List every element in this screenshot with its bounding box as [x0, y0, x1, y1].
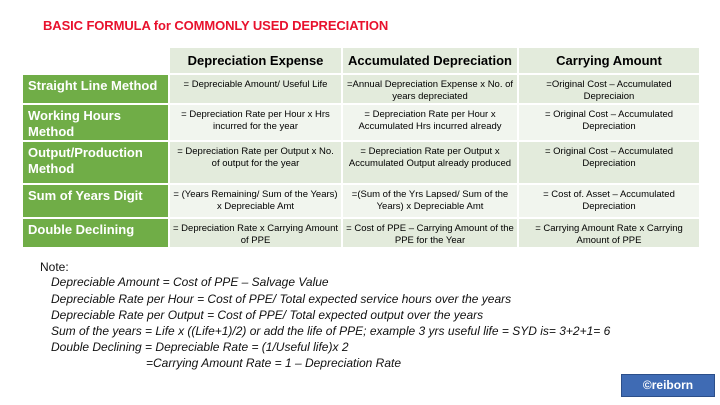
- note-line: Double Declining = Depreciable Rate = (1/Useful life)x 2: [51, 340, 349, 354]
- note-line: Depreciable Rate per Output = Cost of PPE/ Total expected output over the years: [51, 308, 484, 322]
- cell-accumulated: =Annual Depreciation Expense x No. of years depreciated: [342, 74, 518, 104]
- row-header-sum-of-years: Sum of Years Digit: [22, 184, 169, 218]
- cell-accumulated: = Depreciation Rate per Output x Accumulated Output already produced: [342, 141, 518, 184]
- row-header-output-production: Output/Production Method: [22, 141, 169, 184]
- cell-accumulated: =(Sum of the Yrs Lapsed/ Sum of the Years) x Depreciable Amt: [342, 184, 518, 218]
- depreciation-table: [21, 46, 701, 249]
- cell-carrying: = Cost of. Asset – Accumulated Depreciation: [518, 184, 700, 218]
- table-row-working-hours: [22, 104, 700, 141]
- note-line: Sum of the years = Life x ((Life+1)/2) or add the life of PPE; example 3 yrs useful life = SYD is= 3+2+1= 6: [51, 324, 611, 338]
- note-line: =Carrying Amount Rate = 1 – Depreciation Rate: [146, 356, 402, 370]
- table-row-double-declining: [22, 218, 700, 248]
- table-header-row: [22, 47, 700, 74]
- cell-carrying: = Original Cost – Accumulated Depreciation: [518, 141, 700, 184]
- column-header-accumulated-depreciation: Accumulated Depreciation: [342, 47, 518, 74]
- note-line: Depreciable Rate per Hour = Cost of PPE/ Total expected service hours over the years: [51, 292, 512, 306]
- cell-carrying: = Original Cost – Accumulated Depreciation: [518, 104, 700, 141]
- row-header-working-hours: Working Hours Method: [22, 104, 169, 141]
- cell-carrying: = Carrying Amount Rate x Carrying Amount of PPE: [518, 218, 700, 248]
- table-row-straight-line: [22, 74, 700, 104]
- column-header-depreciation-expense: Depreciation Expense: [169, 47, 342, 74]
- cell-expense: = Depreciation Rate per Hour x Hrs incurred for the year: [169, 104, 342, 141]
- cell-accumulated: = Cost of PPE – Carrying Amount of the PPE for the Year: [342, 218, 518, 248]
- cell-expense: = (Years Remaining/ Sum of the Years) x Depreciable Amt: [169, 184, 342, 218]
- table-corner-cell: [22, 47, 169, 74]
- note-label: Note:: [40, 260, 69, 274]
- row-header-straight-line: Straight Line Method: [22, 74, 169, 104]
- row-header-double-declining: Double Declining: [22, 218, 169, 248]
- cell-accumulated: = Depreciation Rate per Hour x Accumulated Hrs incurred already: [342, 104, 518, 141]
- column-header-carrying-amount: Carrying Amount: [518, 47, 700, 74]
- cell-expense: = Depreciable Amount/ Useful Life: [169, 74, 342, 104]
- page-title: BASIC FORMULA for COMMONLY USED DEPRECIATION: [43, 18, 389, 33]
- cell-carrying: =Original Cost – Accumulated Depreciaion: [518, 74, 700, 104]
- cell-expense: = Depreciation Rate per Output x No. of output for the year: [169, 141, 342, 184]
- cell-expense: = Depreciation Rate x Carrying Amount of PPE: [169, 218, 342, 248]
- copyright-badge: ©reiborn: [621, 374, 715, 397]
- table-row-output-production: [22, 141, 700, 184]
- note-line: Depreciable Amount = Cost of PPE – Salvage Value: [51, 275, 329, 289]
- table-row-sum-of-years: [22, 184, 700, 218]
